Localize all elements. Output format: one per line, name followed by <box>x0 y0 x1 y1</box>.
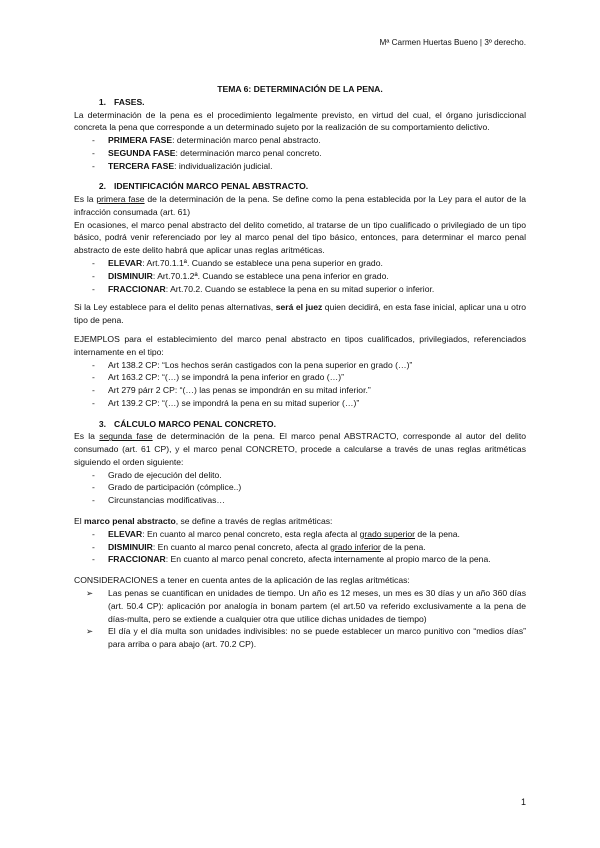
list-item: - DISMINUIR: Art.70.1.2ª. Cuando se establece una pena inferior en grado. <box>74 270 526 283</box>
paragraph: En ocasiones, el marco penal abstracto del delito cometido, al tratarse de un tipo cualificado o privilegiado de un tipo básico, podrá venir referenciado por ley al marco penal del tipo básico, entonces, para determinar el marco penal abstracto de este delito habrá que aplicar unas reglas aritméticas. <box>74 219 526 256</box>
list-item: - Grado de participación (cómplice..) <box>74 481 526 494</box>
list-item: - FRACCIONAR: Art.70.2. Cuando se establece la pena en su mitad superior o inferior. <box>74 283 526 296</box>
list-item: - DISMINUIR: En cuanto al marco penal concreto, afecta al grado inferior de la pena. <box>74 541 526 554</box>
order-list <box>74 469 526 507</box>
list-item: - Art 138.2 CP: “Los hechos serán castigados con la pena superior en grado (…)” <box>74 359 526 372</box>
arrow-bullet-icon: ➢ <box>86 588 94 598</box>
list-item: - Art 139.2 CP: “(…) se impondrá la pena en su mitad superior (…)” <box>74 397 526 410</box>
paragraph: Es la primera fase de la determinación de la pena. Se define como la pena establecida por la Ley para el autor de la infracción consumada (art. 61) <box>74 193 526 217</box>
list-item: - Circunstancias modificativas… <box>74 494 526 507</box>
arrow-bullet-icon: ➢ <box>86 626 94 637</box>
paragraph: Si la Ley establece para el delito penas alternativas, será el juez quien decidirá, en esta fase inicial, aplicar una u otro tipo de pena. <box>74 302 526 326</box>
examples-list <box>74 359 526 410</box>
list-item: - ELEVAR: Art.70.1.1ª. Cuando se establece una pena superior en grado. <box>74 257 526 270</box>
page-header: Mª Carmen Huertas Bueno | 3º derecho. <box>379 38 526 47</box>
list-item: - Grado de ejecución del delito. <box>74 469 526 482</box>
section-heading-abstracto: 2. IDENTIFICACIÓN MARCO PENAL ABSTRACTO. <box>98 181 309 192</box>
paragraph: CONSIDERACIONES a tener en cuenta antes de la aplicación de las reglas aritméticas: <box>74 575 410 586</box>
list-item: - Art 163.2 CP: “(…) se impondrá la pena inferior en grado (…)” <box>74 371 526 384</box>
paragraph: La determinación de la pena es el procedimiento legalmente previsto, en virtud del cual, el órgano jurisdiccional concreta la pena que corresponde a un determinado sujeto por la realización de su comportamiento delictivo. <box>74 109 526 133</box>
list-item: ➢ Las penas se cuantifican en unidades de tiempo. Un año es 12 meses, un mes es 30 días y un año 360 días (art. 50.4 CP): aplicación por analogía in bonam partem (el art.50 va referido exclusivamente a la pena de días-multa, pero se extiende a cualquier otra que utilice dichas unidades de tiempo) <box>86 588 526 624</box>
paragraph: EJEMPLOS para el establecimiento del marco penal abstracto en tipos cualificados, privilegiados, referenciados internamente en el tipo: <box>74 333 526 357</box>
document-body <box>74 84 526 651</box>
list-item: - FRACCIONAR: En cuanto al marco penal concreto, afecta internamente al propio marco de la pena. <box>74 553 526 566</box>
paragraph: El marco penal abstracto, se define a través de reglas aritméticas: <box>74 516 333 527</box>
section-heading-fases: 1. FASES. <box>98 97 145 107</box>
page-number: 1 <box>520 797 526 807</box>
rules-list <box>74 257 526 295</box>
list-item: - PRIMERA FASE: determinación marco penal abstracto. <box>74 134 526 147</box>
considerations-list <box>74 587 526 651</box>
arith-rules-list <box>74 528 526 566</box>
paragraph: Es la segunda fase de determinación de la pena. El marco penal ABSTRACTO, corresponde al autor del delito consumado (art. 61 CP), y el marco penal CONCRETO, procede a calcularse a través de unas reglas aritméticas siguiendo el orden siguiente: <box>74 431 527 467</box>
section-heading-concreto: 3. CÁLCULO MARCO PENAL CONCRETO. <box>98 418 277 429</box>
list-item: - ELEVAR: En cuanto al marco penal concreto, esta regla afecta al grado superior de la pena. <box>74 528 526 541</box>
list-item: ➢ El día y el día multa son unidades indivisibles: no se puede establecer un marco punitivo con “medios días” para arriba o para abajo (art. 70.2 CP). <box>86 626 526 650</box>
document-title: TEMA 6: DETERMINACIÓN DE LA PENA. <box>217 84 383 94</box>
list-item: - SEGUNDA FASE: determinación marco penal concreto. <box>74 147 526 160</box>
list-item: - Art 279 párr 2 CP: “(…) las penas se impondrán en su mitad inferior.” <box>74 384 526 397</box>
phases-list <box>74 134 526 172</box>
list-item: - TERCERA FASE: individualización judicial. <box>74 160 526 173</box>
